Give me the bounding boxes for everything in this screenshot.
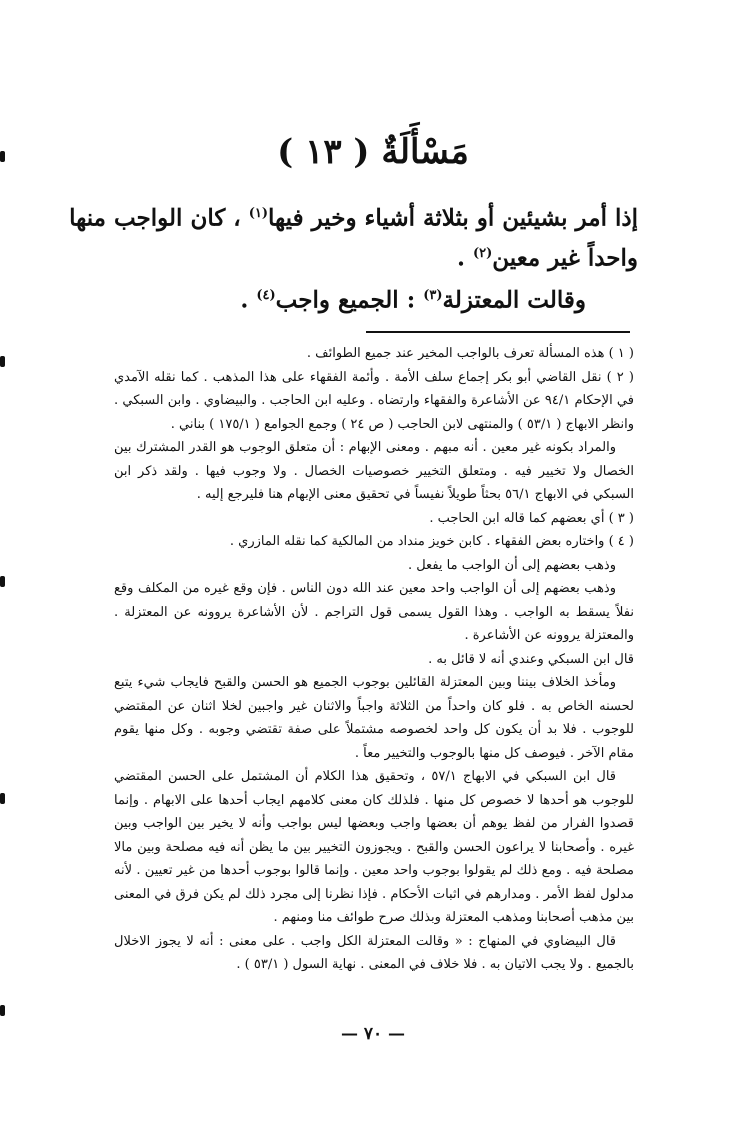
statement-line-2: واحداً غير معين$^{(٢)}$ .: [456, 244, 638, 272]
page-number: — ٧٠ —: [340, 1024, 406, 1044]
footnote: ( ١ ) هذه المسألة تعرف بالواجب المخير عند جميع الطوائف .: [306, 346, 634, 361]
statement-line-3: وقالت المعتزلة$^{(٣)}$ : الجميع واجب$^{(٤)}$ .: [240, 286, 586, 314]
footnote: والمراد بكونه غير معين . أنه مبهم . ومعنى الإبهام : أن متعلق الوجوب هو القدر المشترك بين الخصال ولا تخيير فيه . ومتعلق التخيير خصوصيات الخصال . ولا وجوب فيها . ولقد ذكر ابن السبكي في الابهاج ٥٦/١ بحثاً طويلاً نفيساً في تحقيق معنى الإبهام هنا فليرجع إليه .: [114, 440, 634, 502]
footnote: ( ٤ ) واختاره بعض الفقهاء . كابن خويز منداد من المالكية كما نقله المازري .: [229, 534, 634, 549]
footnote: قال ابن السبكي وعندي أنه لا قائل به .: [428, 651, 634, 667]
footnote: وذهب بعضهم إلى أن الواجب ما يفعل .: [407, 557, 616, 573]
margin-mark: [0, 793, 5, 804]
margin-mark: [0, 1005, 5, 1016]
footnote-ref: (٢): [472, 246, 493, 261]
margin-mark: [0, 576, 5, 587]
footnote: قال البيضاوي في المنهاج : « وقالت المعتزلة الكل واجب . على معنى : أنه لا يجوز الاخلال بالجميع . ولا يجب الاتيان به . فلا خلاف في المعنى . نهاية السول ( ٥٣/١ ) .: [114, 933, 634, 972]
footnote: وذهب بعضهم إلى أن الواجب واحد معين عند الله دون الناس . فإن وقع غيره من المكلف وقع نفلاً يسقط به الواجب . وهذا القول يسمى قول التراجم . لأن الأشاعرة يروونه عن المعتزلة . والمعتزلة يروونه عن الأشاعرة .: [114, 581, 634, 643]
footnote: ومأخذ الخلاف بيننا وبين المعتزلة القائلين بوجوب الجميع هو الحسن والقبح فايجاب شيء يتبع لحسنه الخاص به . فلو كان واحداً من الثلاثة واجباً والاثنان غير واجبين لخلا اثنان عن المقتضي للوجوب . فلا بد أن يكون كل واحد لخصوصه مشتملاً على صفة تقتضي وجوبه . وكل منها يقوم مقام الآخر . فيوصف كل منها بالوجوب والتخيير معاً .: [114, 675, 634, 761]
footnote-ref: (١): [248, 206, 269, 221]
margin-mark: [0, 356, 5, 367]
statement-line-1: إذا أمر بشيئين أو بثلاثة أشياء وخير فيها$^{(١)}$ ، كان الواجب منها: [69, 204, 638, 232]
footnote-divider: [366, 331, 630, 333]
footnote: ( ٢ ) نقل القاضي أبو بكر إجماع سلف الأمة . وأئمة الفقهاء على هذا المذهب . كما نقله الآمدي في الإحكام ٩٤/١ عن الأشاعرة والفقهاء وارتضاه . وعليه ابن الحاجب . والبيضاوي . وابن السبكي . وانظر الابهاج ( ٥٣/١ ) والمنتهى لابن الحاجب ( ص ٢٤ ) وجمع الجوامع ( ١٧٥/١ ) بناني .: [114, 369, 634, 432]
footnote-ref: (٣): [423, 288, 443, 303]
footnote: ( ٣ ) أي بعضهم كما قاله ابن الحاجب .: [429, 510, 634, 526]
issue-title: مَسْأَلَةٌ ( ١٣ ): [277, 132, 469, 172]
footnote-ref: (٤): [256, 288, 276, 303]
footnotes: [114, 342, 634, 977]
footnote: قال ابن السبكي في الابهاج ٥٧/١ ، وتحقيق هذا الكلام أن المشتمل على الحسن المقتضي للوجوب هو أحدها لا خصوص كل منها . فلذلك كان معنى كلامهم ايجاب أحدها على الابهام . وإنما قصدوا الفرار من لفظ يوهم أن بعضها واجب وبعضها ليس بواجب وأنه لا يخير بين الواجب وبين غيره . وأصحابنا لا يراعون الحسن والقبح . ويجوزون التخيير بين ما يظن أنه فيه مصلحة وبين مالا مصلحة فيه . ومع ذلك لم يقولوا بوجوب واحد معين . وإنما قالوا بوجوب أحدها من غير تعيين . لأنه مدلول لفظ الأمر . ومدارهم في اثبات الأحكام . فإذا نظرنا إلى مجرد ذلك لم يكن فرق في المعنى بين مذهب أصحابنا ومذهب المعتزلة وبذلك صرح طوائف منا ومنهم .: [114, 769, 634, 925]
